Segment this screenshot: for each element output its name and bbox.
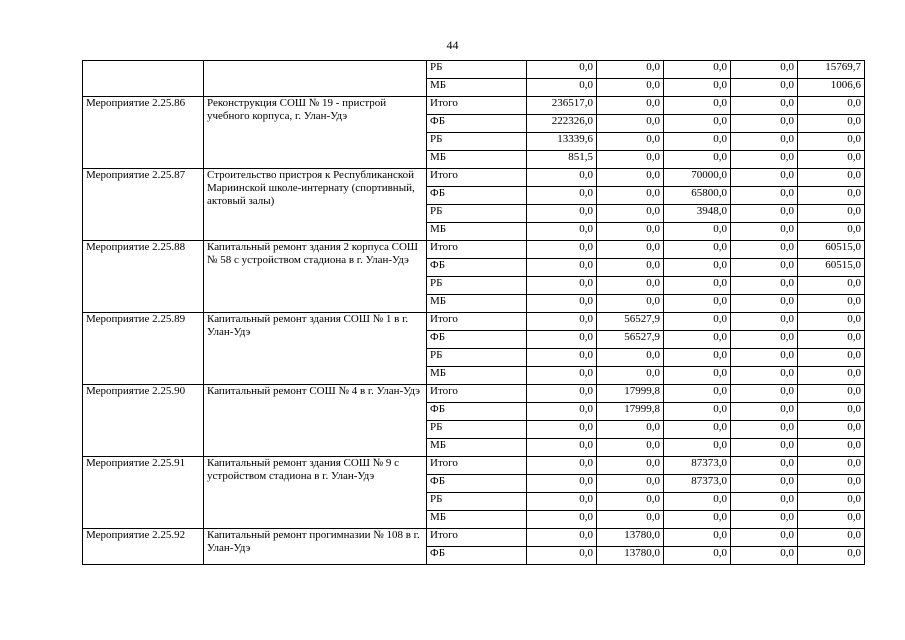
value-cell: 236517,0 [527,97,597,115]
value-cell: 0,0 [664,133,731,151]
source-cell: Итого [427,97,527,115]
value-cell: 0,0 [664,151,731,169]
value-cell: 0,0 [597,349,664,367]
measure-id-cell: Мероприятие 2.25.87 [83,169,204,241]
table-row [83,61,865,79]
value-cell: 0,0 [527,187,597,205]
value-cell: 0,0 [527,439,597,457]
value-cell: 0,0 [798,295,865,313]
source-cell: МБ [427,439,527,457]
page-number: 44 [446,38,459,52]
value-cell: 0,0 [527,493,597,511]
source-cell: РБ [427,133,527,151]
value-cell: 0,0 [597,277,664,295]
value-cell: 851,5 [527,151,597,169]
value-cell: 0,0 [664,493,731,511]
table-row [83,241,865,259]
value-cell: 0,0 [798,223,865,241]
value-cell: 13339,6 [527,133,597,151]
value-cell: 0,0 [597,367,664,385]
value-cell: 0,0 [664,241,731,259]
measure-id-cell: Мероприятие 2.25.88 [83,241,204,313]
value-cell: 0,0 [527,385,597,403]
table-row [83,97,865,115]
value-cell: 0,0 [527,349,597,367]
value-cell: 0,0 [798,169,865,187]
value-cell: 0,0 [527,169,597,187]
value-cell: 0,0 [597,241,664,259]
value-cell: 0,0 [798,205,865,223]
value-cell: 0,0 [731,205,798,223]
value-cell: 0,0 [731,295,798,313]
value-cell: 65800,0 [664,187,731,205]
source-cell: МБ [427,295,527,313]
value-cell: 87373,0 [664,475,731,493]
table-row [83,457,865,475]
measure-name-cell: Капитальный ремонт здания СОШ № 1 в г. Улан-Удэ [204,313,427,385]
value-cell: 0,0 [798,367,865,385]
value-cell: 0,0 [798,187,865,205]
budget-table [82,60,865,565]
source-cell: Итого [427,385,527,403]
value-cell: 0,0 [664,403,731,421]
value-cell: 0,0 [664,385,731,403]
value-cell: 0,0 [664,79,731,97]
value-cell: 0,0 [597,187,664,205]
value-cell: 0,0 [664,277,731,295]
value-cell: 0,0 [731,331,798,349]
value-cell: 0,0 [597,169,664,187]
table-row [83,385,865,403]
value-cell: 0,0 [731,259,798,277]
measure-id-cell: Мероприятие 2.25.86 [83,97,204,169]
value-cell: 0,0 [664,61,731,79]
value-cell: 0,0 [798,277,865,295]
value-cell: 0,0 [798,547,865,565]
value-cell: 0,0 [731,133,798,151]
source-cell: ФБ [427,331,527,349]
value-cell: 0,0 [664,259,731,277]
value-cell: 0,0 [664,439,731,457]
value-cell: 0,0 [597,79,664,97]
value-cell: 0,0 [527,61,597,79]
source-cell: МБ [427,79,527,97]
value-cell: 0,0 [664,529,731,547]
measure-name-cell: Строительство пристроя к Республиканской Мариинской школе-интернату (спортивный, актовый залы) [204,169,427,241]
value-cell: 0,0 [527,331,597,349]
value-cell: 0,0 [527,259,597,277]
source-cell: ФБ [427,115,527,133]
source-cell: Итого [427,169,527,187]
value-cell: 0,0 [798,151,865,169]
value-cell: 0,0 [798,115,865,133]
value-cell: 0,0 [731,367,798,385]
value-cell: 0,0 [731,349,798,367]
value-cell: 0,0 [731,385,798,403]
value-cell: 0,0 [527,79,597,97]
value-cell: 0,0 [731,223,798,241]
source-cell: МБ [427,223,527,241]
value-cell: 60515,0 [798,241,865,259]
source-cell: ФБ [427,259,527,277]
table-row [83,313,865,331]
value-cell: 0,0 [798,493,865,511]
value-cell: 3948,0 [664,205,731,223]
source-cell: Итого [427,241,527,259]
measure-id-cell: Мероприятие 2.25.92 [83,529,204,565]
value-cell: 0,0 [731,439,798,457]
value-cell: 60515,0 [798,259,865,277]
value-cell: 0,0 [664,115,731,133]
value-cell: 0,0 [597,439,664,457]
value-cell: 0,0 [597,133,664,151]
table-row [83,529,865,547]
measure-id-cell: Мероприятие 2.25.91 [83,457,204,529]
value-cell: 0,0 [597,97,664,115]
value-cell: 13780,0 [597,547,664,565]
value-cell: 0,0 [731,475,798,493]
value-cell: 0,0 [731,97,798,115]
value-cell: 0,0 [664,367,731,385]
value-cell: 0,0 [527,403,597,421]
value-cell: 0,0 [527,277,597,295]
value-cell: 0,0 [731,511,798,529]
value-cell: 13780,0 [597,529,664,547]
value-cell: 0,0 [664,331,731,349]
value-cell: 0,0 [798,385,865,403]
value-cell: 0,0 [527,421,597,439]
source-cell: ФБ [427,547,527,565]
source-cell: РБ [427,421,527,439]
value-cell: 0,0 [798,529,865,547]
value-cell: 0,0 [664,97,731,115]
measure-name-cell: Капитальный ремонт здания СОШ № 9 с устройством стадиона в г. Улан-Удэ [204,457,427,529]
value-cell: 0,0 [597,151,664,169]
value-cell: 0,0 [798,403,865,421]
measure-name-cell: Капитальный ремонт прогимназии № 108 в г. Улан-Удэ [204,529,427,565]
value-cell: 0,0 [731,403,798,421]
measure-id-cell: Мероприятие 2.25.90 [83,385,204,457]
value-cell: 0,0 [731,241,798,259]
measure-name-cell [204,61,427,97]
value-cell: 0,0 [731,529,798,547]
value-cell: 0,0 [798,331,865,349]
value-cell: 0,0 [798,475,865,493]
value-cell: 56527,9 [597,313,664,331]
value-cell: 0,0 [527,367,597,385]
value-cell: 0,0 [527,529,597,547]
measure-id-cell [83,61,204,97]
value-cell: 70000,0 [664,169,731,187]
value-cell: 0,0 [597,475,664,493]
value-cell: 0,0 [664,511,731,529]
source-cell: РБ [427,277,527,295]
value-cell: 0,0 [798,457,865,475]
value-cell: 56527,9 [597,331,664,349]
value-cell: 0,0 [731,115,798,133]
source-cell: МБ [427,367,527,385]
source-cell: Итого [427,457,527,475]
value-cell: 0,0 [664,295,731,313]
value-cell: 0,0 [597,259,664,277]
source-cell: МБ [427,151,527,169]
value-cell: 222326,0 [527,115,597,133]
measure-name-cell: Капитальный ремонт здания 2 корпуса СОШ № 58 с устройством стадиона в г. Улан-Удэ [204,241,427,313]
value-cell: 0,0 [798,313,865,331]
value-cell: 0,0 [664,421,731,439]
value-cell: 0,0 [527,547,597,565]
value-cell: 0,0 [597,115,664,133]
value-cell: 0,0 [731,457,798,475]
value-cell: 0,0 [798,349,865,367]
value-cell: 0,0 [597,205,664,223]
value-cell: 0,0 [597,493,664,511]
value-cell: 0,0 [527,295,597,313]
value-cell: 15769,7 [798,61,865,79]
value-cell: 0,0 [597,421,664,439]
value-cell: 0,0 [527,241,597,259]
measure-name-cell: Капитальный ремонт СОШ № 4 в г. Улан-Удэ [204,385,427,457]
value-cell: 0,0 [527,457,597,475]
value-cell: 0,0 [731,61,798,79]
value-cell: 0,0 [597,295,664,313]
source-cell: РБ [427,493,527,511]
value-cell: 0,0 [731,169,798,187]
measure-name-cell: Реконструкция СОШ № 19 - пристрой учебного корпуса, г. Улан-Удэ [204,97,427,169]
value-cell: 87373,0 [664,457,731,475]
source-cell: ФБ [427,187,527,205]
value-cell: 0,0 [798,133,865,151]
value-cell: 0,0 [798,511,865,529]
value-cell: 0,0 [664,223,731,241]
source-cell: ФБ [427,475,527,493]
value-cell: 17999,8 [597,385,664,403]
source-cell: РБ [427,349,527,367]
value-cell: 0,0 [731,313,798,331]
value-cell: 0,0 [731,277,798,295]
value-cell: 0,0 [527,475,597,493]
value-cell: 0,0 [798,97,865,115]
value-cell: 17999,8 [597,403,664,421]
source-cell: РБ [427,205,527,223]
value-cell: 0,0 [527,205,597,223]
value-cell: 0,0 [798,439,865,457]
source-cell: ФБ [427,403,527,421]
value-cell: 1006,6 [798,79,865,97]
value-cell: 0,0 [527,223,597,241]
value-cell: 0,0 [731,187,798,205]
value-cell: 0,0 [731,547,798,565]
value-cell: 0,0 [664,349,731,367]
source-cell: Итого [427,529,527,547]
value-cell: 0,0 [597,61,664,79]
value-cell: 0,0 [527,511,597,529]
value-cell: 0,0 [664,313,731,331]
value-cell: 0,0 [527,313,597,331]
value-cell: 0,0 [664,547,731,565]
table-row [83,169,865,187]
source-cell: МБ [427,511,527,529]
value-cell: 0,0 [731,151,798,169]
value-cell: 0,0 [597,223,664,241]
value-cell: 0,0 [798,421,865,439]
source-cell: РБ [427,61,527,79]
value-cell: 0,0 [731,79,798,97]
measure-id-cell: Мероприятие 2.25.89 [83,313,204,385]
value-cell: 0,0 [597,457,664,475]
value-cell: 0,0 [597,511,664,529]
value-cell: 0,0 [731,421,798,439]
value-cell: 0,0 [731,493,798,511]
source-cell: Итого [427,313,527,331]
table-body [83,61,865,565]
